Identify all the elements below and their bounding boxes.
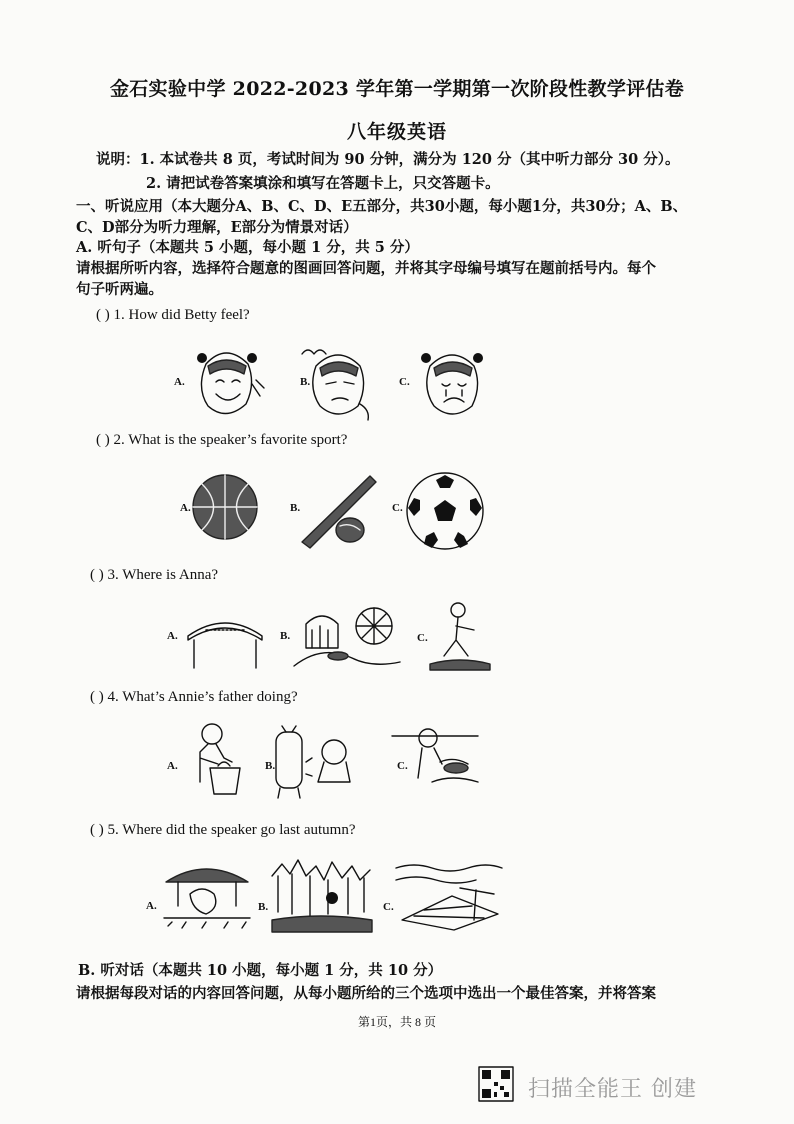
question-5 <box>90 822 355 839</box>
option-label: A. <box>167 760 178 772</box>
question-4 <box>90 689 298 706</box>
part-b-title: B. 听对话（本题共 10 小题，每小题 1 分，共 10 分） <box>78 962 443 979</box>
mountains-icon[interactable] <box>270 856 374 934</box>
option-label: C. <box>392 502 403 514</box>
answer-bracket[interactable]: ( ) <box>96 432 110 448</box>
question-text: 5. Where did the speaker go last autumn? <box>107 822 356 838</box>
qr-code-icon <box>478 1066 514 1102</box>
answer-bracket[interactable]: ( ) <box>90 567 104 583</box>
amusement-park-icon[interactable] <box>292 604 402 674</box>
option-label: A. <box>146 900 157 912</box>
part-a-desc-2: 句子听两遍。 <box>76 281 163 298</box>
question-text: 2. What is the speaker’s favorite sport? <box>113 432 348 448</box>
option-label: C. <box>383 901 394 913</box>
soccer-ball-icon[interactable] <box>404 470 486 552</box>
man-cooking-icon[interactable] <box>392 724 482 794</box>
exam-subtitle: 八年级英语 <box>346 121 447 143</box>
answer-bracket[interactable]: ( ) <box>96 307 110 323</box>
section-1-line-b: C、D部分为听力理解，E部分为情景对话） <box>76 219 358 236</box>
sick-girl-icon[interactable] <box>298 344 378 424</box>
question-text: 4. What’s Annie’s father doing? <box>107 689 298 705</box>
baseball-bat-icon[interactable] <box>300 470 380 550</box>
exam-title: 金石实验中学 2022-2023 学年第一学期第一次阶段性教学评估卷 <box>109 78 685 100</box>
village-field-icon[interactable] <box>162 858 252 932</box>
watermark-text: 扫描全能王 创建 <box>528 1077 697 1102</box>
option-label: B. <box>265 760 276 772</box>
option-label: B. <box>300 376 311 388</box>
page-number: 第1页，共 8 页 <box>357 1015 436 1029</box>
question-text: 1. How did Betty feel? <box>113 307 250 323</box>
part-a-desc-1: 请根据所听内容，选择符合题意的图画回答问题，并将其字母编号填写在题前括号内。每个 <box>76 260 656 277</box>
happy-girl-icon[interactable] <box>186 344 266 424</box>
basketball-icon[interactable] <box>190 472 260 542</box>
option-label: B. <box>280 630 291 642</box>
part-b-desc: 请根据每段对话的内容回答问题，从每小题所给的三个选项中选出一个最佳答案，并将答案 <box>76 985 656 1002</box>
answer-bracket[interactable]: ( ) <box>90 822 104 838</box>
question-3 <box>90 567 218 584</box>
option-label: C. <box>399 376 410 388</box>
question-1 <box>96 307 250 324</box>
option-label: A. <box>180 502 191 514</box>
man-watching-tv-icon[interactable] <box>272 722 352 802</box>
option-label: A. <box>174 376 185 388</box>
section-1-line-a: 一、听说应用（本大题分A、B、C、D、E五部分，共30小题，每小题1分，共30分；A、B、 <box>76 198 688 215</box>
instruction-line-2: 2. 请把试卷答案填涂和填写在答题卡上，只交答题卡。 <box>146 175 500 192</box>
instruction-line-1: 说明：1. 本试卷共 8 页，考试时间为 90 分钟，满分为 120 分（其中听力部分 30 分）。 <box>96 151 680 168</box>
option-label: C. <box>397 760 408 772</box>
question-2 <box>96 432 347 449</box>
person-fishing-icon[interactable] <box>428 600 492 672</box>
answer-bracket[interactable]: ( ) <box>90 689 104 705</box>
park-gate-icon[interactable] <box>180 610 270 670</box>
option-label: C. <box>417 632 428 644</box>
man-washing-icon[interactable] <box>178 722 252 796</box>
beach-icon[interactable] <box>394 858 504 932</box>
question-text: 3. Where is Anna? <box>107 567 219 583</box>
sad-girl-icon[interactable] <box>412 344 492 424</box>
option-label: B. <box>258 901 269 913</box>
part-a-title: A. 听句子（本题共 5 小题，每小题 1 分，共 5 分） <box>76 239 419 256</box>
option-label: B. <box>290 502 301 514</box>
option-label: A. <box>167 630 178 642</box>
